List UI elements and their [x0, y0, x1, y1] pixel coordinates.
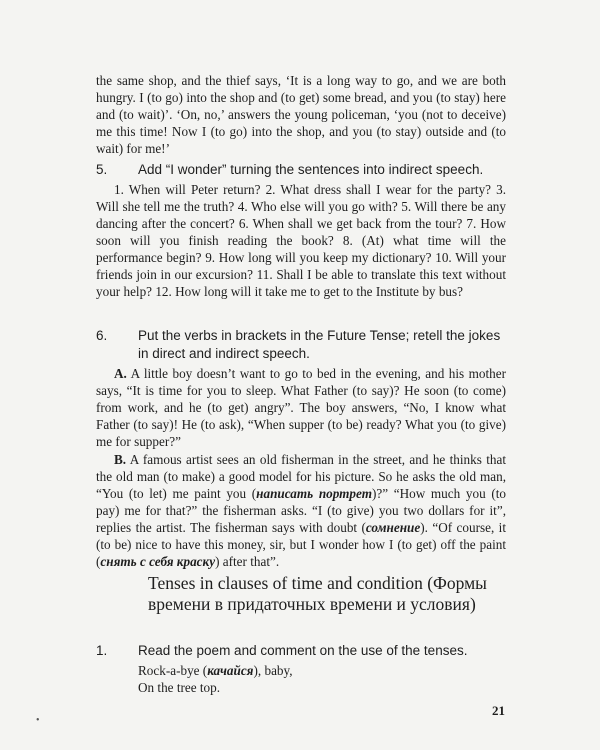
part-b-russian-2: сомнение — [365, 520, 421, 535]
exercise-6-number: 6. — [96, 328, 108, 343]
exercise-5-body: 1. When will Peter return? 2. What dress shall I wear for the party? 3. Will she tell me the truth? 4. Who else will you go with? 5. Will there be any dancing after the concert? 6. When shall we get back from the tour? 7. How soon will you finish reading the book? 8. (At) what time will the performance begin? 9. How long will you keep my dictionary? 10. Will your friends join in our excursion? 11. Shall I be able to translate this text without your help? 12. How long will it take me to get to the Institute by bus? — [96, 182, 506, 299]
part-b-russian-1: написать портрет — [256, 486, 372, 501]
continuation-paragraph: the same shop, and the thief says, ‘It is a long way to go, and we are both hungry. I (to go) into the shop and (to get) some bread, and you (to stay) here and (to wait)’. ‘On, no,’ answers the young policeman, ‘you (not to deceive) me this time! Now I (to go) into the shop, and you (to stay) outside and (to wait) for me!’ — [96, 73, 506, 156]
exercise-5-instruction: Add “I wonder” turning the sentences into indirect speech. — [138, 162, 484, 177]
part-b-text-1: A famous artist sees an old fisherman in the street, and he thinks that the old man (to make) a good model for his picture. So he asks the old man, “You (to let) me paint you ( — [96, 452, 506, 501]
part-b-text-4: ) after that”. — [215, 554, 280, 569]
part-b-label: B. — [114, 452, 127, 467]
page-number: 21 — [492, 703, 505, 718]
scan-speck: • — [36, 715, 40, 726]
exercise-1-number: 1. — [96, 643, 108, 658]
part-b-text-2: )?” “How much you (to pay) me for that?” the fisherman asks. “I (to give) you two dollars for it”, replies the artist. The fisherman says with doubt ( — [96, 486, 506, 535]
part-b-text-3: ). “Of course, it (to be) nice to have this money, sir, but I wonder how I (to get) off the paint ( — [96, 520, 506, 569]
part-a-label: A. — [114, 366, 127, 381]
poem-line-1: Rock-a-bye (качайся), baby, — [138, 663, 293, 678]
section-heading: Tenses in clauses of time and condition (Формы времени в придаточных времени и условия) — [148, 573, 487, 614]
part-b-russian-3: снять с себя краску — [100, 554, 216, 569]
exercise-6-part-b — [96, 451, 506, 570]
exercise-6-part-a — [96, 365, 506, 450]
part-a-text: A little boy doesn’t want to go to bed in the evening, and his mother says, “It is time for you to sleep. What Father (to say)? He soon (to come) from work, and he (to get) angry”. The boy answers, “No, I know what Father (to say)! He (to ask), “When supper (to be) ready? What you (to give) me for supper?” — [96, 366, 507, 449]
poem — [138, 662, 293, 696]
exercise-1-instruction: Read the poem and comment on the use of the tenses. — [138, 643, 468, 658]
exercise-6-instruction: Put the verbs in brackets in the Future Tense; retell the jokes in direct and indirect speech. — [138, 328, 501, 361]
exercise-5-number: 5. — [96, 162, 108, 177]
poem-russian-word: качайся — [207, 663, 254, 678]
poem-line-2: On the tree top. — [138, 680, 221, 695]
